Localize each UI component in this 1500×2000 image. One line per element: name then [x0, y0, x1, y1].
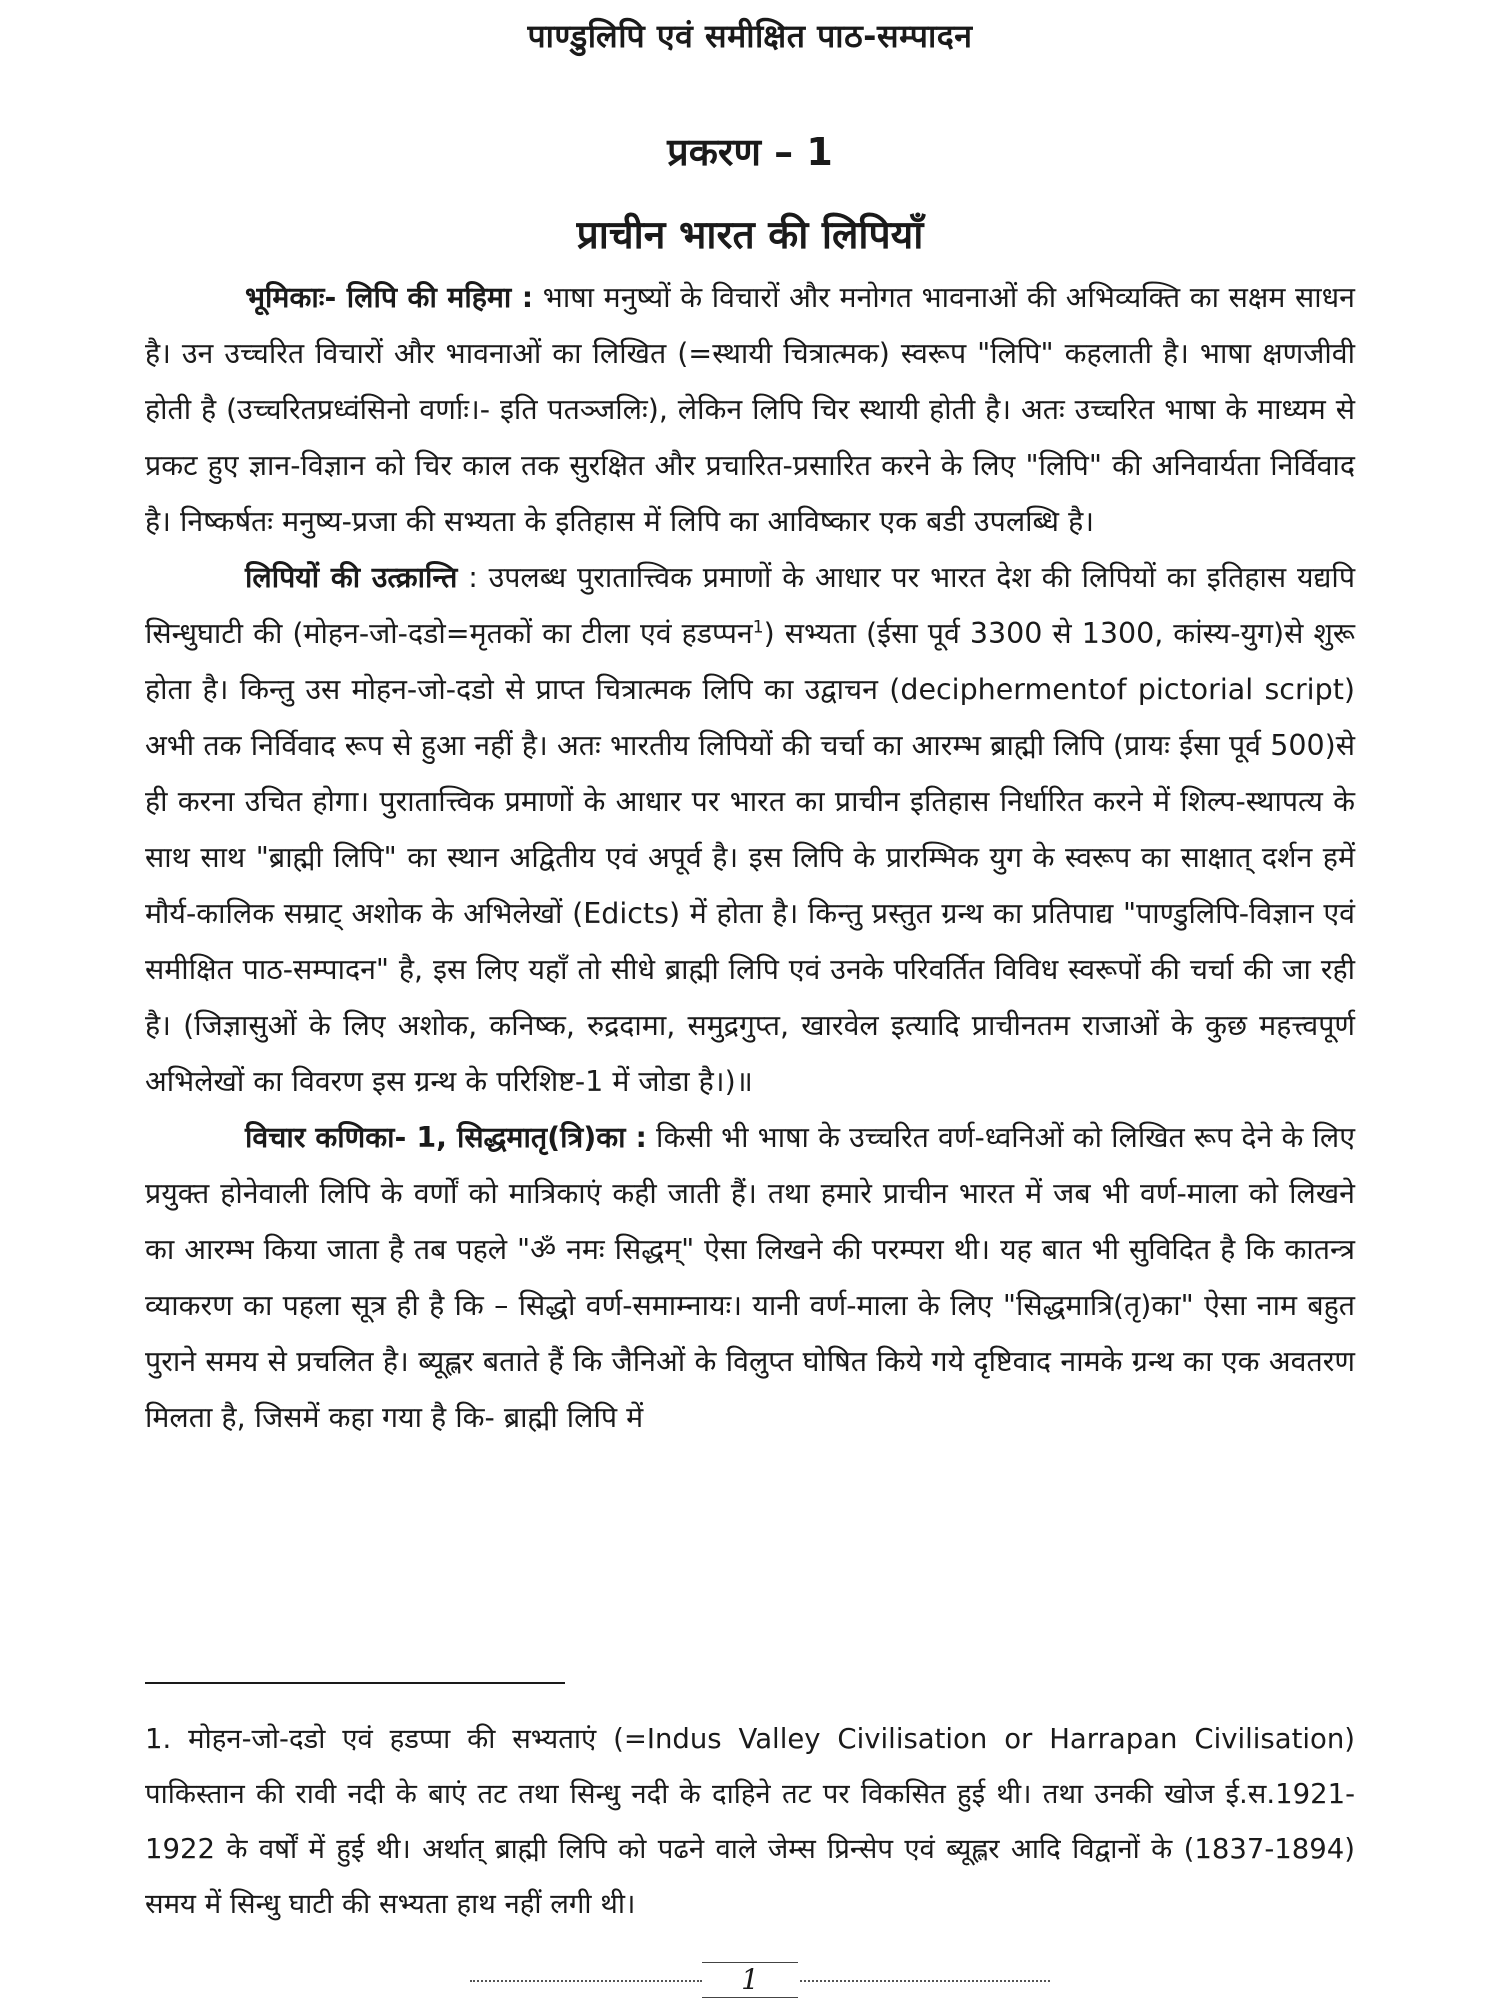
footer-dotted-line-right: [800, 1980, 1050, 1982]
footnote-text: 1. मोहन-जो-दडो एवं हडप्पा की सभ्यताएं (=Indus Valley Civilisation or Harrapan Civilisation) पाकिस्तान की रावी नदी के बाएं तट तथा सिन्धु नदी के दाहिने तट पर विकसित हुई थी। तथा उनकी खोज ई.स.1921-1922 के वर्षों में हुई थी। अर्थात् ब्राह्मी लिपि को पढने वाले जेम्स प्रिन्सेप एवं ब्यूह्लर आदि विद्वानों के (1837-1894) समय में सिन्धु घाटी की सभ्यता हाथ नहीं लगी थी।: [145, 1723, 1355, 1920]
paragraph-text: : उपलब्ध पुरातात्त्विक प्रमाणों के आधार पर भारत देश की लिपियों का इतिहास यद्यपि सिन्धुघाटी की (मोहन-जो-दडो=मृतकों का टीला एवं हडप्पन: [145, 561, 1356, 650]
paragraph-introduction: [145, 270, 1355, 550]
paragraph-heading: विचार कणिका- 1, सिद्धमातृ(त्रि)का :: [245, 1121, 647, 1154]
running-head: पाण्डुलिपि एवं समीक्षित पाठ-सम्पादन: [527, 17, 973, 55]
footnote: [145, 1712, 1355, 1932]
paragraph-heading: भूमिकाः- लिपि की महिमा :: [245, 281, 534, 314]
footnote-divider: [145, 1682, 565, 1684]
paragraph-text: भाषा मनुष्यों के विचारों और मनोगत भावनाओं की अभिव्यक्ति का सक्षम साधन है। उन उच्चरित विचारों और भावनाओं का लिखित (=स्थायी चित्रात्मक) स्वरूप "लिपि" कहलाती है। भाषा क्षणजीवी होती है (उच्चरितप्रध्वंसिनो वर्णाः।- इति पतञ्जलिः), लेकिन लिपि चिर स्थायी होती है। अतः उच्चरित भाषा के माध्यम से प्रकट हुए ज्ञान-विज्ञान को चिर काल तक सुरक्षित और प्रचारित-प्रसारित करने के लिए "लिपि" की अनिवार्यता निर्विवाद है। निष्कर्षतः मनुष्य-प्रजा की सभ्यता के इतिहास में लिपि का आविष्कार एक बडी उपलब्धि है।: [145, 281, 1355, 538]
paragraph-evolution: [145, 550, 1355, 1110]
page-number: 1: [702, 1962, 798, 1998]
paragraph-heading: लिपियों की उत्क्रान्ति: [245, 561, 458, 594]
chapter-number: प्रकरण – 1: [667, 130, 833, 174]
footnote-reference[interactable]: 1: [752, 617, 764, 638]
paragraph-siddhamatrika: [145, 1110, 1355, 1446]
chapter-title: प्राचीन भारत की लिपियाँ: [576, 213, 924, 258]
paragraph-text: किसी भी भाषा के उच्चरित वर्ण-ध्वनिओं को लिखित रूप देने के लिए प्रयुक्त होनेवाली लिपि के वर्णों को मात्रिकाएं कही जाती हैं। तथा हमारे प्राचीन भारत में जब भी वर्ण-माला को लिखने का आरम्भ किया जाता है तब पहले "ॐ नमः सिद्धम्" ऐसा लिखने की परम्परा थी। यह बात भी सुविदित है कि कातन्त्र व्याकरण का पहला सूत्र ही है कि – सिद्धो वर्ण-समाम्नायः। यानी वर्ण-माला के लिए "सिद्धमात्रि(तृ)का" ऐसा नाम बहुत पुराने समय से प्रचलित है। ब्यूह्लर बताते हैं कि जैनिओं के विलुप्त घोषित किये गये दृष्टिवाद नामके ग्रन्थ का एक अवतरण मिलता है, जिसमें कहा गया है कि- ब्राह्मी लिपि में: [145, 1121, 1355, 1434]
paragraph-text: ) सभ्यता (ईसा पूर्व 3300 से 1300, कांस्य-युग)से शुरू होता है। किन्तु उस मोहन-जो-दडो से प्राप्त चित्रात्मक लिपि का उद्वाचन (deciphermentof pictorial script) अभी तक निर्विवाद रूप से हुआ नहीं है। अतः भारतीय लिपियों की चर्चा का आरम्भ ब्राह्मी लिपि (प्रायः ईसा पूर्व 500)से ही करना उचित होगा। पुरातात्त्विक प्रमाणों के आधार पर भारत का प्राचीन इतिहास निर्धारित करने में शिल्प-स्थापत्य के साथ साथ "ब्राह्मी लिपि" का स्थान अद्वितीय एवं अपूर्व है। इस लिपि के प्रारम्भिक युग के स्वरूप का साक्षात् दर्शन हमें मौर्य-कालिक सम्राट् अशोक के अभिलेखों (Edicts) में होता है। किन्तु प्रस्तुत ग्रन्थ का प्रतिपाद्य "पाण्डुलिपि-विज्ञान एवं समीक्षित पाठ-सम्पादन" है, इस लिए यहाँ तो सीधे ब्राह्मी लिपि एवं उनके परिवर्तित विविध स्वरूपों की चर्चा की जा रही है। (जिज्ञासुओं के लिए अशोक, कनिष्क, रुद्रदामा, समुद्रगुप्त, खारवेल इत्यादि प्राचीनतम राजाओं के कुछ महत्त्वपूर्ण अभिलेखों का विवरण इस ग्रन्थ के परिशिष्ट-1 में जोडा है।)॥: [145, 617, 1355, 1098]
page-footer: [0, 1962, 1500, 1998]
body-text: [145, 270, 1355, 1446]
footer-dotted-line-left: [470, 1980, 702, 1982]
